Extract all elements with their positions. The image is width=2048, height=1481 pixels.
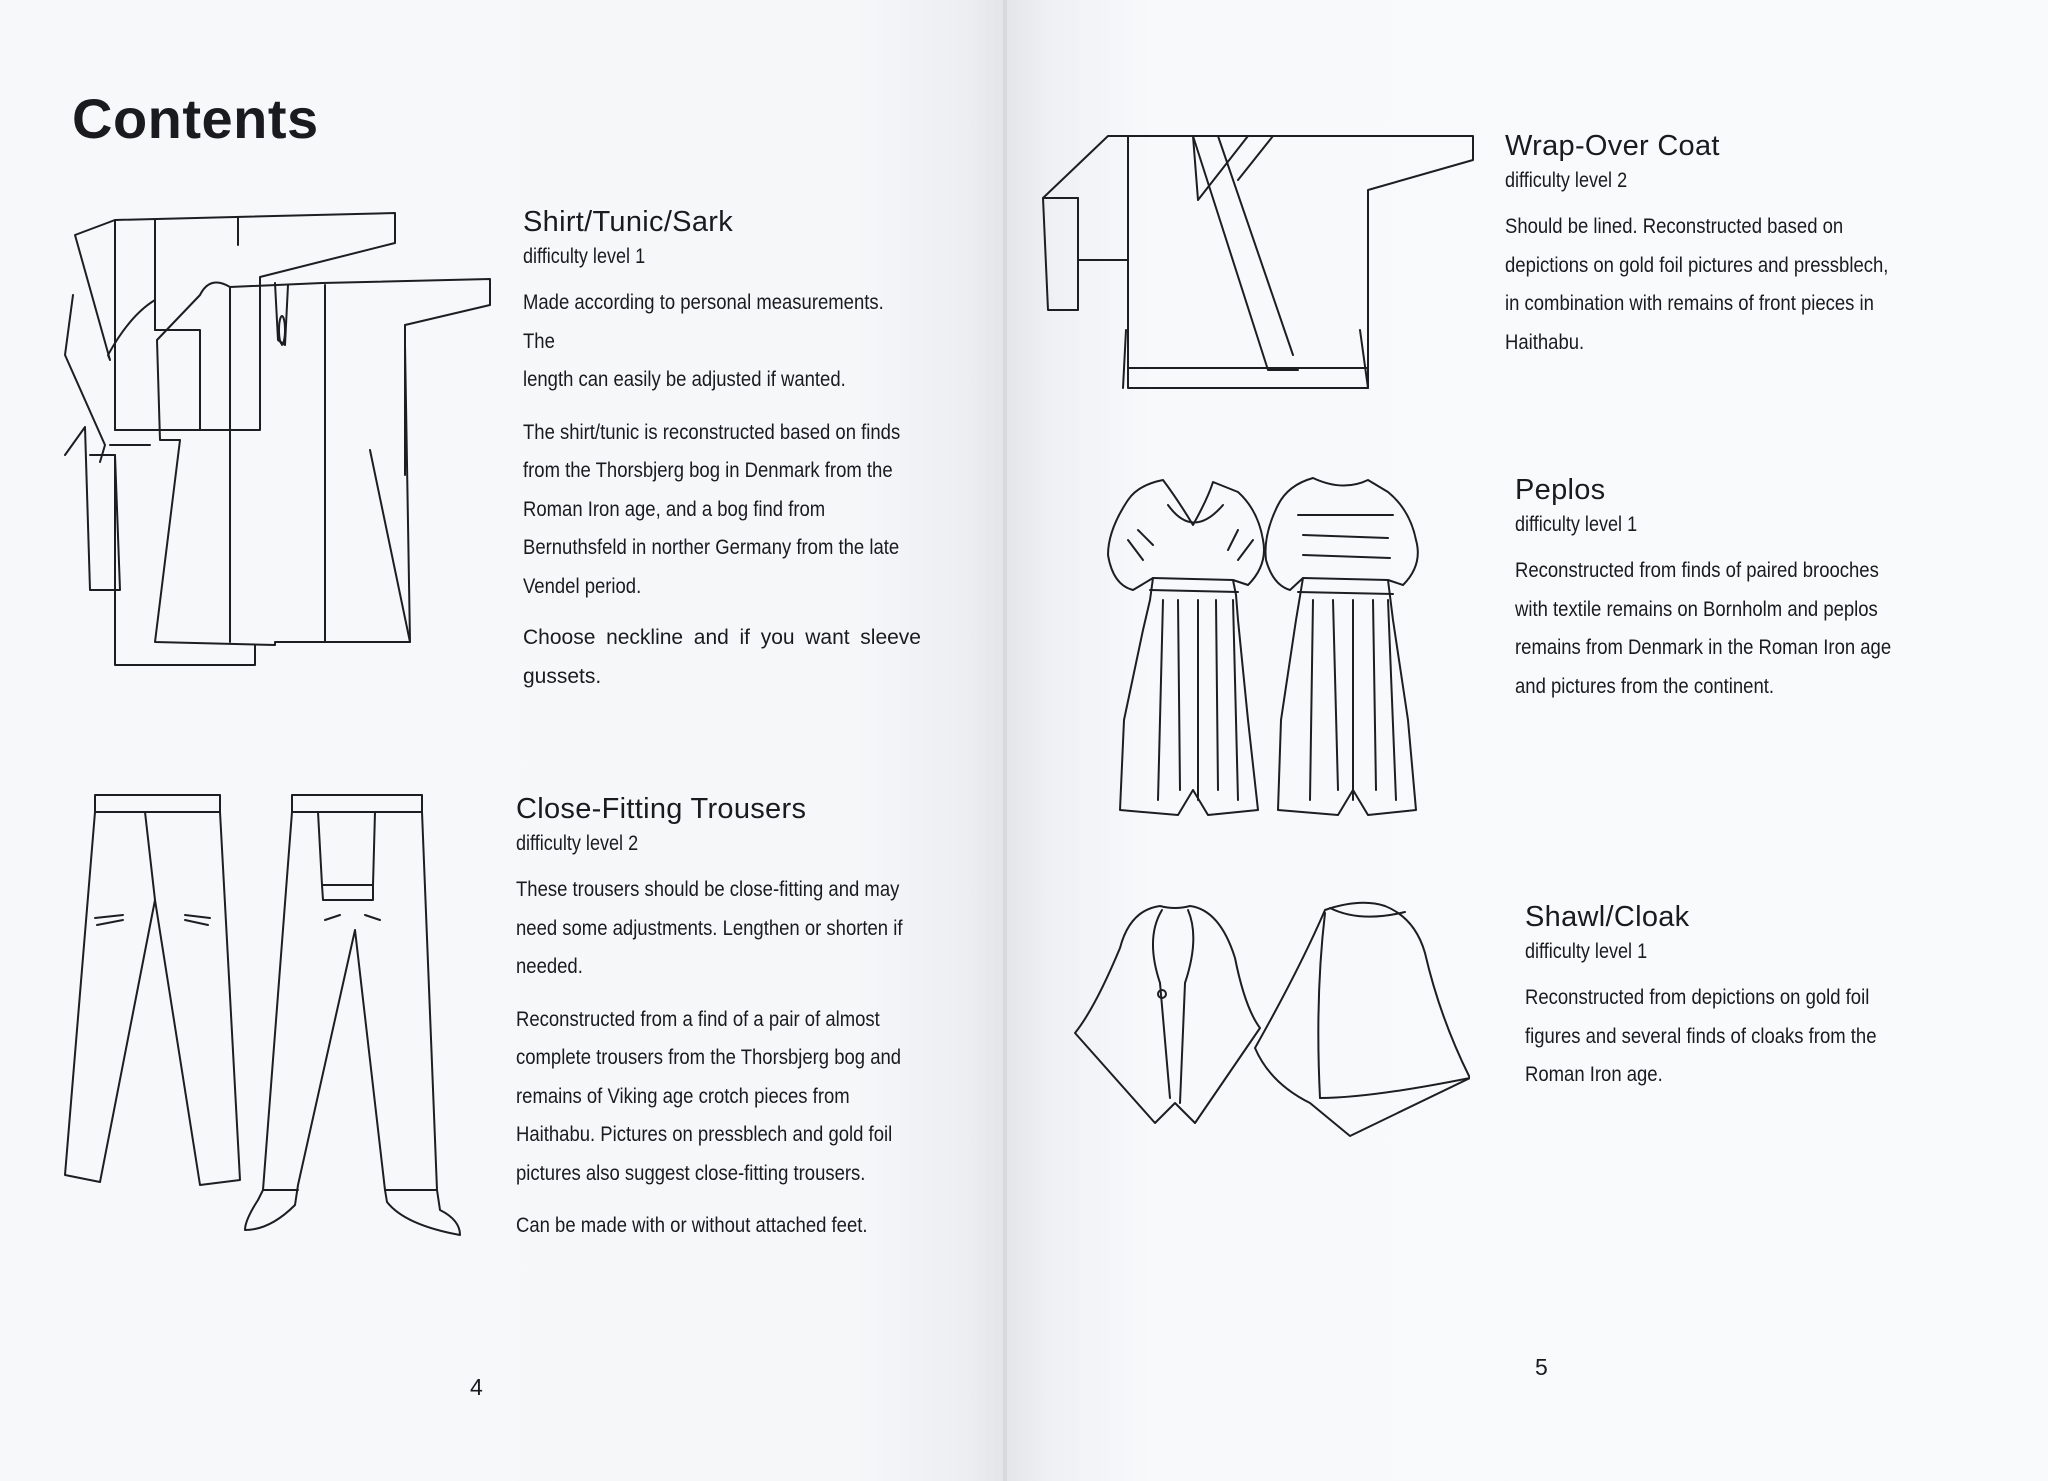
item-paragraph: These trousers should be close-fitting and may need some adjustments. Lengthen or shorten if needed. xyxy=(516,877,903,978)
item-shawl-cloak xyxy=(1525,901,1980,1094)
book-spine xyxy=(1003,0,1007,1481)
item-paragraph: The shirt/tunic is reconstructed based on finds from the Thorsbjerg bog in Denmark from the Roman Iron age, and a bog find from Bernuthsfeld in norther Germany from the late Vendel period. xyxy=(523,419,901,598)
difficulty-label: difficulty level 1 xyxy=(523,245,646,268)
item-title: Shawl/Cloak xyxy=(1525,901,1690,933)
difficulty-label: difficulty level 1 xyxy=(1515,513,1638,536)
wrap-coat-drawing xyxy=(1038,130,1478,400)
item-paragraph: Reconstructed from depictions on gold foil figures and several finds of cloaks from the Roman Iron age. xyxy=(1525,985,1877,1086)
trousers-drawing xyxy=(55,790,475,1250)
difficulty-label: difficulty level 2 xyxy=(516,832,639,855)
item-paragraph: Reconstructed from finds of paired brooches with textile remains on Bornholm and peplos remains from Denmark in the Roman Iron age and pictures from the continent. xyxy=(1515,558,1892,698)
item-title: Wrap-Over Coat xyxy=(1505,130,1720,162)
contents-heading: Contents xyxy=(72,87,319,150)
item-paragraph: Should be lined. Reconstructed based on depictions on gold foil pictures and pressblech, in combination with remains of front pieces in Haithabu. xyxy=(1505,214,1889,354)
item-shirt-tunic xyxy=(523,206,978,696)
item-paragraph: Made according to personal measurements. The length can easily be adjusted if wanted. xyxy=(523,290,884,391)
item-paragraph: Choose neckline and if you want sleeve gussets. xyxy=(523,626,921,688)
item-peplos xyxy=(1515,474,1970,705)
item-wrap-over-coat xyxy=(1505,130,1960,361)
difficulty-label: difficulty level 2 xyxy=(1505,169,1628,192)
cloak-drawing xyxy=(1070,898,1470,1138)
difficulty-label: difficulty level 1 xyxy=(1525,940,1648,963)
item-title: Close-Fitting Trousers xyxy=(516,793,807,825)
page-number-right: 5 xyxy=(1535,1354,1548,1380)
page-number-left: 4 xyxy=(470,1374,483,1400)
item-title: Peplos xyxy=(1515,474,1606,506)
item-title: Shirt/Tunic/Sark xyxy=(523,206,734,238)
item-paragraph: Reconstructed from a find of a pair of almost complete trousers from the Thorsbjerg bog and remains of Viking age crotch pieces from Haithabu. Pictures on pressblech and gold foil pictures also suggest close-fitting trousers. xyxy=(516,1006,902,1185)
item-paragraph: Can be made with or without attached feet. xyxy=(516,1213,868,1237)
item-close-fitting-trousers xyxy=(516,793,971,1245)
peplos-drawing xyxy=(1098,470,1438,820)
tunic-drawing xyxy=(60,205,500,675)
